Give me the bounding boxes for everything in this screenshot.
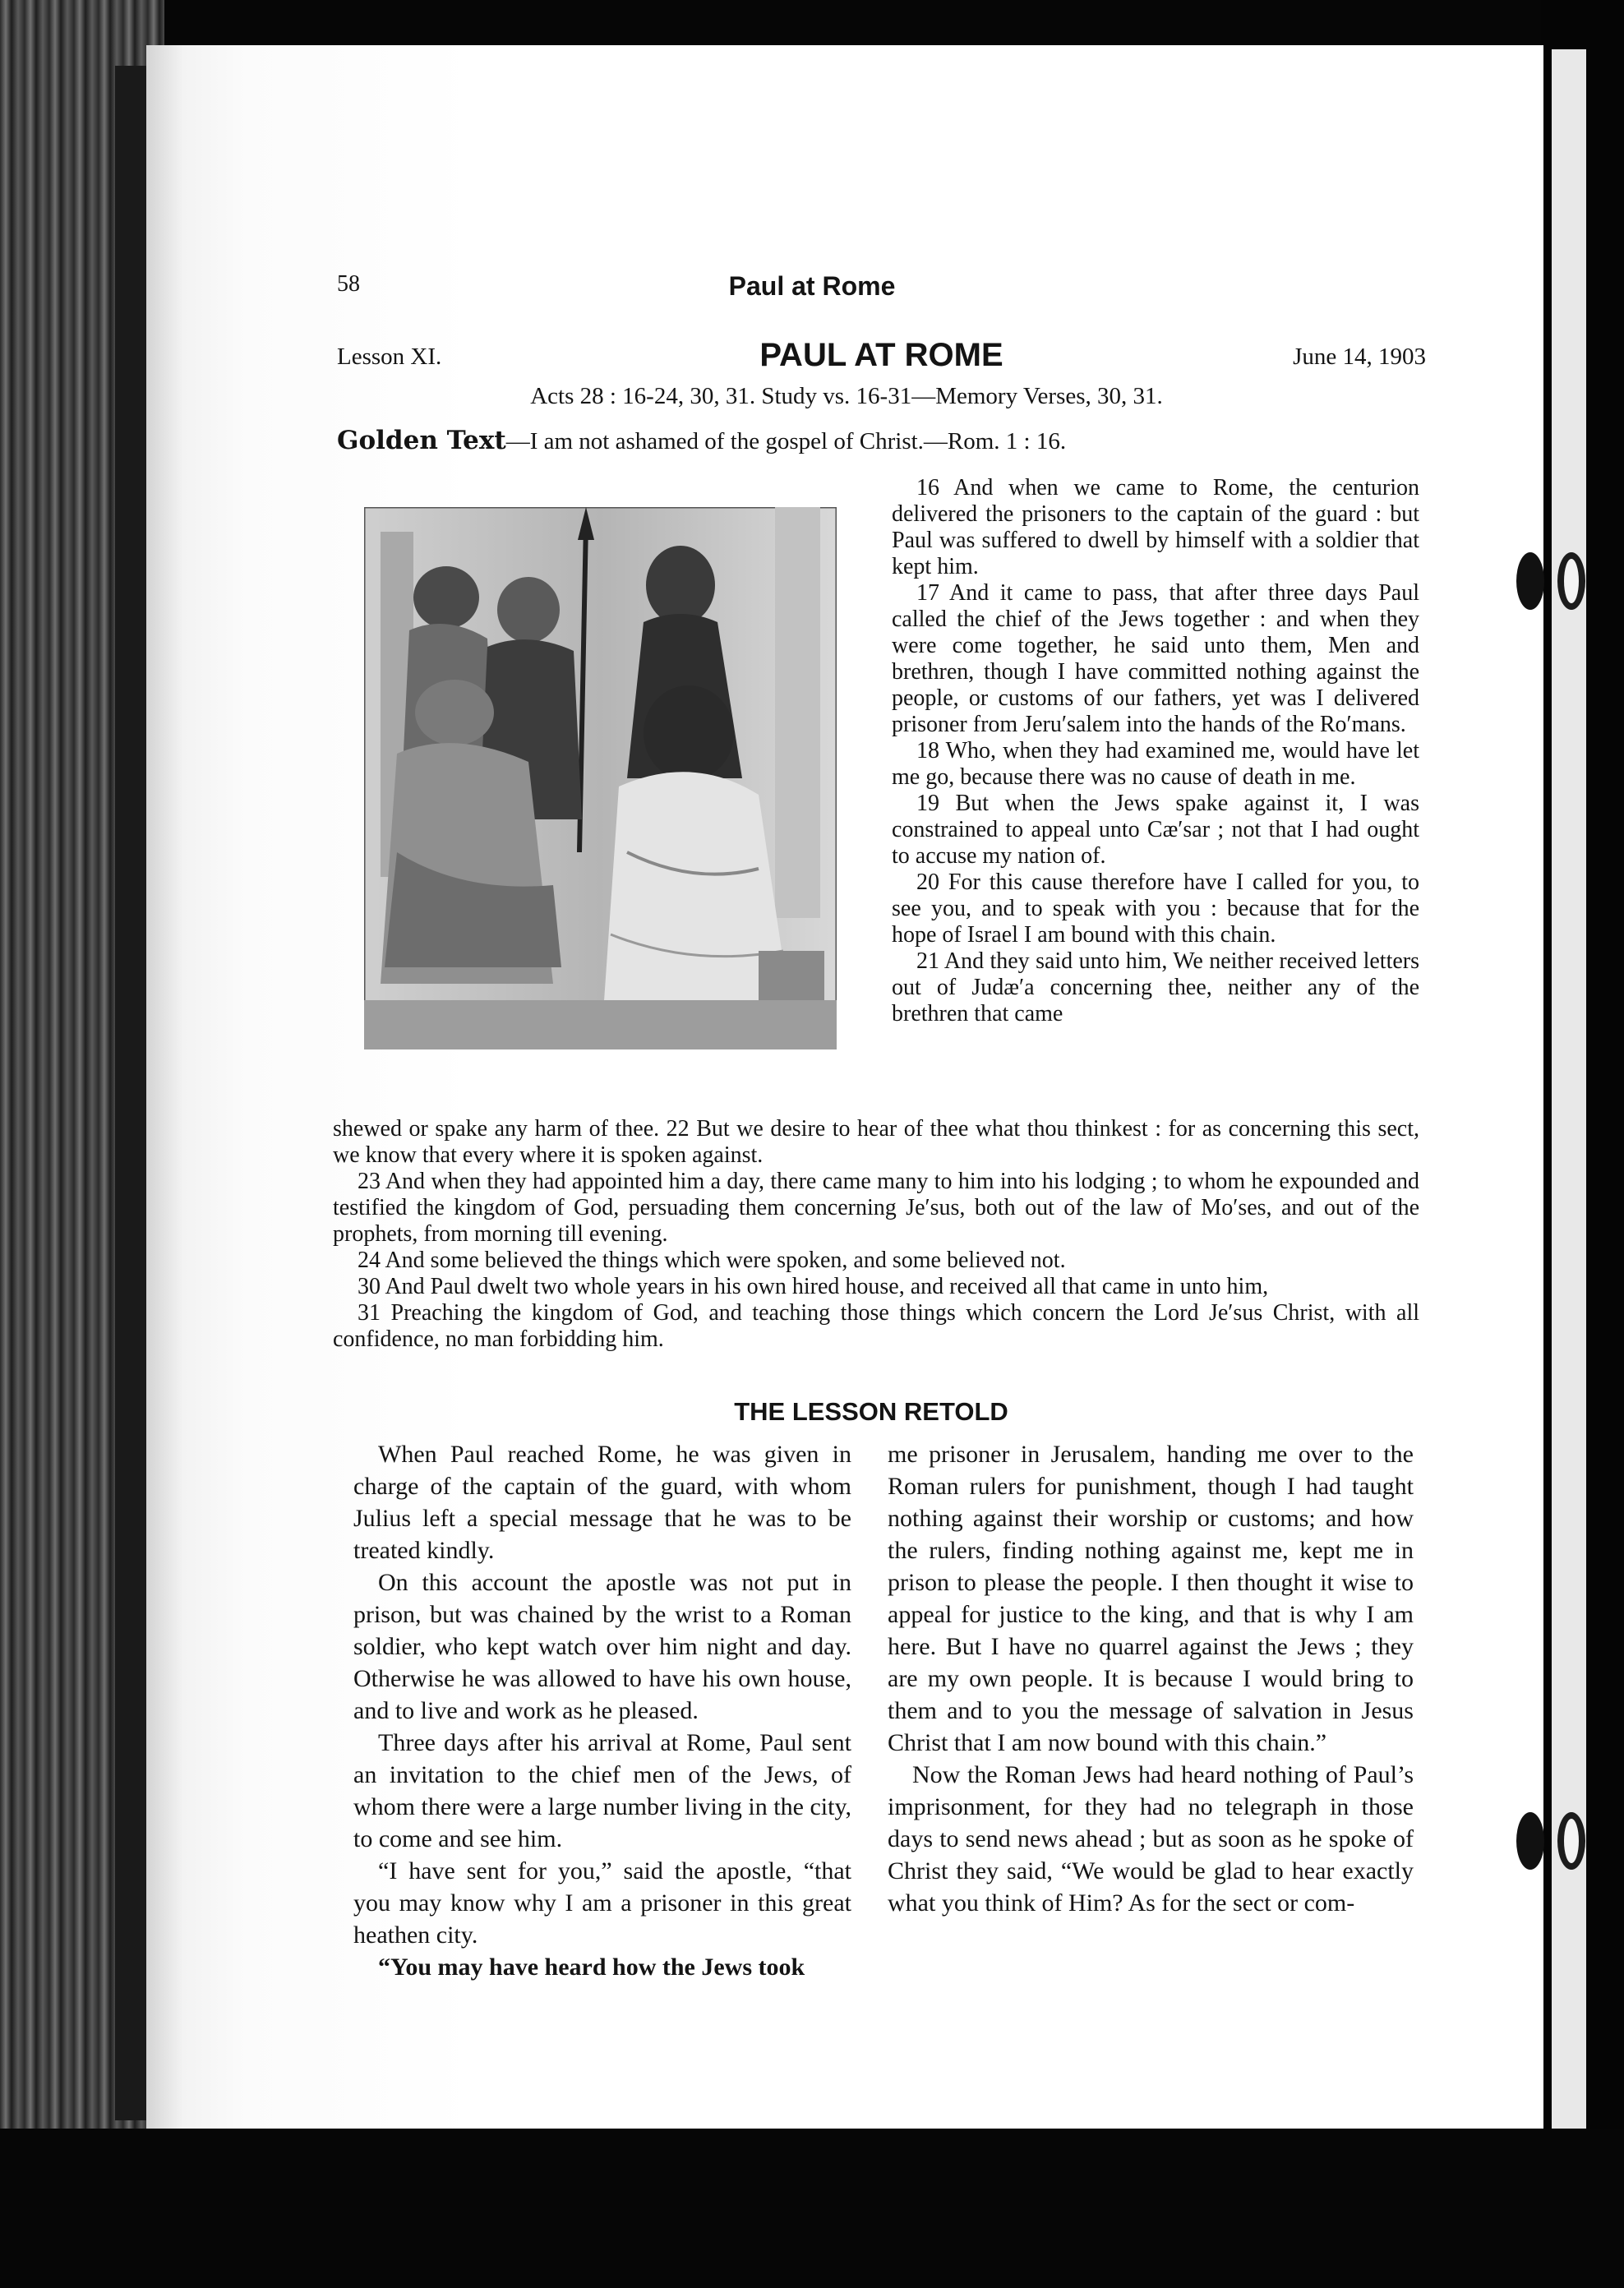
golden-text (337, 426, 1066, 455)
scripture-verse: 17 And it came to pass, that after three days Paul called the chief of the Jews together : and when they were come together, he said unto them, Men and brethren, though I have committed nothing against the people, or customs of our fathers, yet was I delivered prisoner from Jeru′salem into the hands of the Ro′mans. (892, 580, 1419, 737)
scripture-verse: 30 And Paul dwelt two whole years in his own hired house, and received all that came in unto him, (358, 1274, 1269, 1299)
scripture-verse: shewed or spake any harm of thee. 22 But we desire to hear of thee what thou thinkest : for as concerning this sect, we know that every where it is spoken against. (333, 1116, 1419, 1168)
binding-hole (1516, 552, 1544, 610)
scripture-column (892, 475, 1419, 1027)
scripture-full-width (333, 1116, 1419, 1353)
scripture-verse: 21 And they said unto him, We neither received letters out of Judæ′a concerning thee, neither any of the brethren that came (892, 948, 1419, 1026)
retold-left-column (353, 1438, 851, 1983)
scripture-references: Acts 28 : 16-24, 30, 31. Study vs. 16-31—Memory Verses, 30, 31. (530, 383, 1163, 409)
lesson-illustration (364, 507, 837, 1049)
lesson-number: Lesson XI. (337, 344, 442, 370)
page-number: 58 (337, 271, 360, 297)
scripture-verse: 18 Who, when they had examined me, would have let me go, because there was no cause of death in me. (892, 738, 1419, 790)
scan-top-edge (0, 0, 1624, 45)
scripture-verse: 19 But when the Jews spake against it, I was constrained to appeal unto Cæ′sar ; not that I had ought to accuse my nation of. (892, 791, 1419, 869)
retold-paragraph: me prisoner in Jerusalem, handing me over to the Roman rulers for punishment, though I had taught nothing against their worship or customs; and how the rulers, finding nothing against me, kept me in prison to please the people. I then thought it wise to appeal for justice to the king, and that is why I am here. But I have no quarrel against the Jews ; they are my own people. It is because I would bring to them and to you the message of salvation in Jesus Christ that I am now bound with this chain.” (888, 1441, 1414, 1756)
scripture-verse: 23 And when they had appointed him a day, there came many to him into his lodging ; to whom he expounded and testified the kingdom of God, persuading them concerning Je′sus, both out of the law of Mo′ses, and out of the prophets, from morning till evening. (333, 1169, 1419, 1247)
retold-paragraph: On this account the apostle was not put in prison, but was chained by the wrist to a Roman soldier, who kept watch over him night and day. Otherwise he was allowed to have his own house, and to live and work as he pleased. (353, 1569, 851, 1724)
retold-paragraph: “I have sent for you,” said the apostle, “that you may know why I am a prisoner in this great heathen city. (353, 1857, 851, 1949)
binding-ring (1557, 552, 1585, 610)
retold-paragraph: When Paul reached Rome, he was given in charge of the captain of the guard, with whom Julius left a special message that he was to be treated kindly. (353, 1441, 851, 1564)
lesson-header (337, 337, 1426, 378)
retold-heading: THE LESSON RETOLD (734, 1397, 1008, 1426)
scan-bottom-edge (0, 2129, 1624, 2288)
running-head: Paul at Rome (728, 271, 896, 301)
retold-right-column (888, 1438, 1414, 1919)
binding-hole (1516, 1812, 1544, 1870)
scripture-verse: 31 Preaching the kingdom of God, and teaching those things which concern the Lord Je′sus Christ, with all confidence, no man forbidding him. (333, 1300, 1419, 1352)
retold-paragraph: Three days after his arrival at Rome, Paul sent an invitation to the chief men of the Jews, of whom there were a large number living in the city, to come and see him. (353, 1729, 851, 1852)
retold-paragraph: “You may have heard how the Jews took (378, 1954, 805, 1981)
golden-text-verse: —I am not ashamed of the gospel of Christ.—Rom. 1 : 16. (505, 428, 1067, 454)
lesson-title: PAUL AT ROME (759, 337, 1003, 373)
lesson-date: June 14, 1903 (1293, 344, 1426, 370)
scripture-verse: 16 And when we came to Rome, the centurion delivered the prisoners to the captain of the guard : but Paul was suffered to dwell by himself with a soldier that kept him. (892, 475, 1419, 579)
golden-text-label: Golden Text (337, 426, 506, 455)
retold-paragraph: Now the Roman Jews had heard nothing of Paul’s imprisonment, for they had no telegraph in those days to send news ahead ; but as soon as he spoke of Christ they said, “We would be glad to hear exactly what you think of Him? As for the sect or com- (888, 1761, 1414, 1917)
binding-ring (1557, 1812, 1585, 1870)
scripture-verse: 20 For this cause therefore have I called for you, to see you, and to speak with you : because that for the hope of Israel I am bound with this chain. (892, 870, 1419, 948)
scripture-verse: 24 And some believed the things which were spoken, and some believed not. (358, 1248, 1066, 1273)
